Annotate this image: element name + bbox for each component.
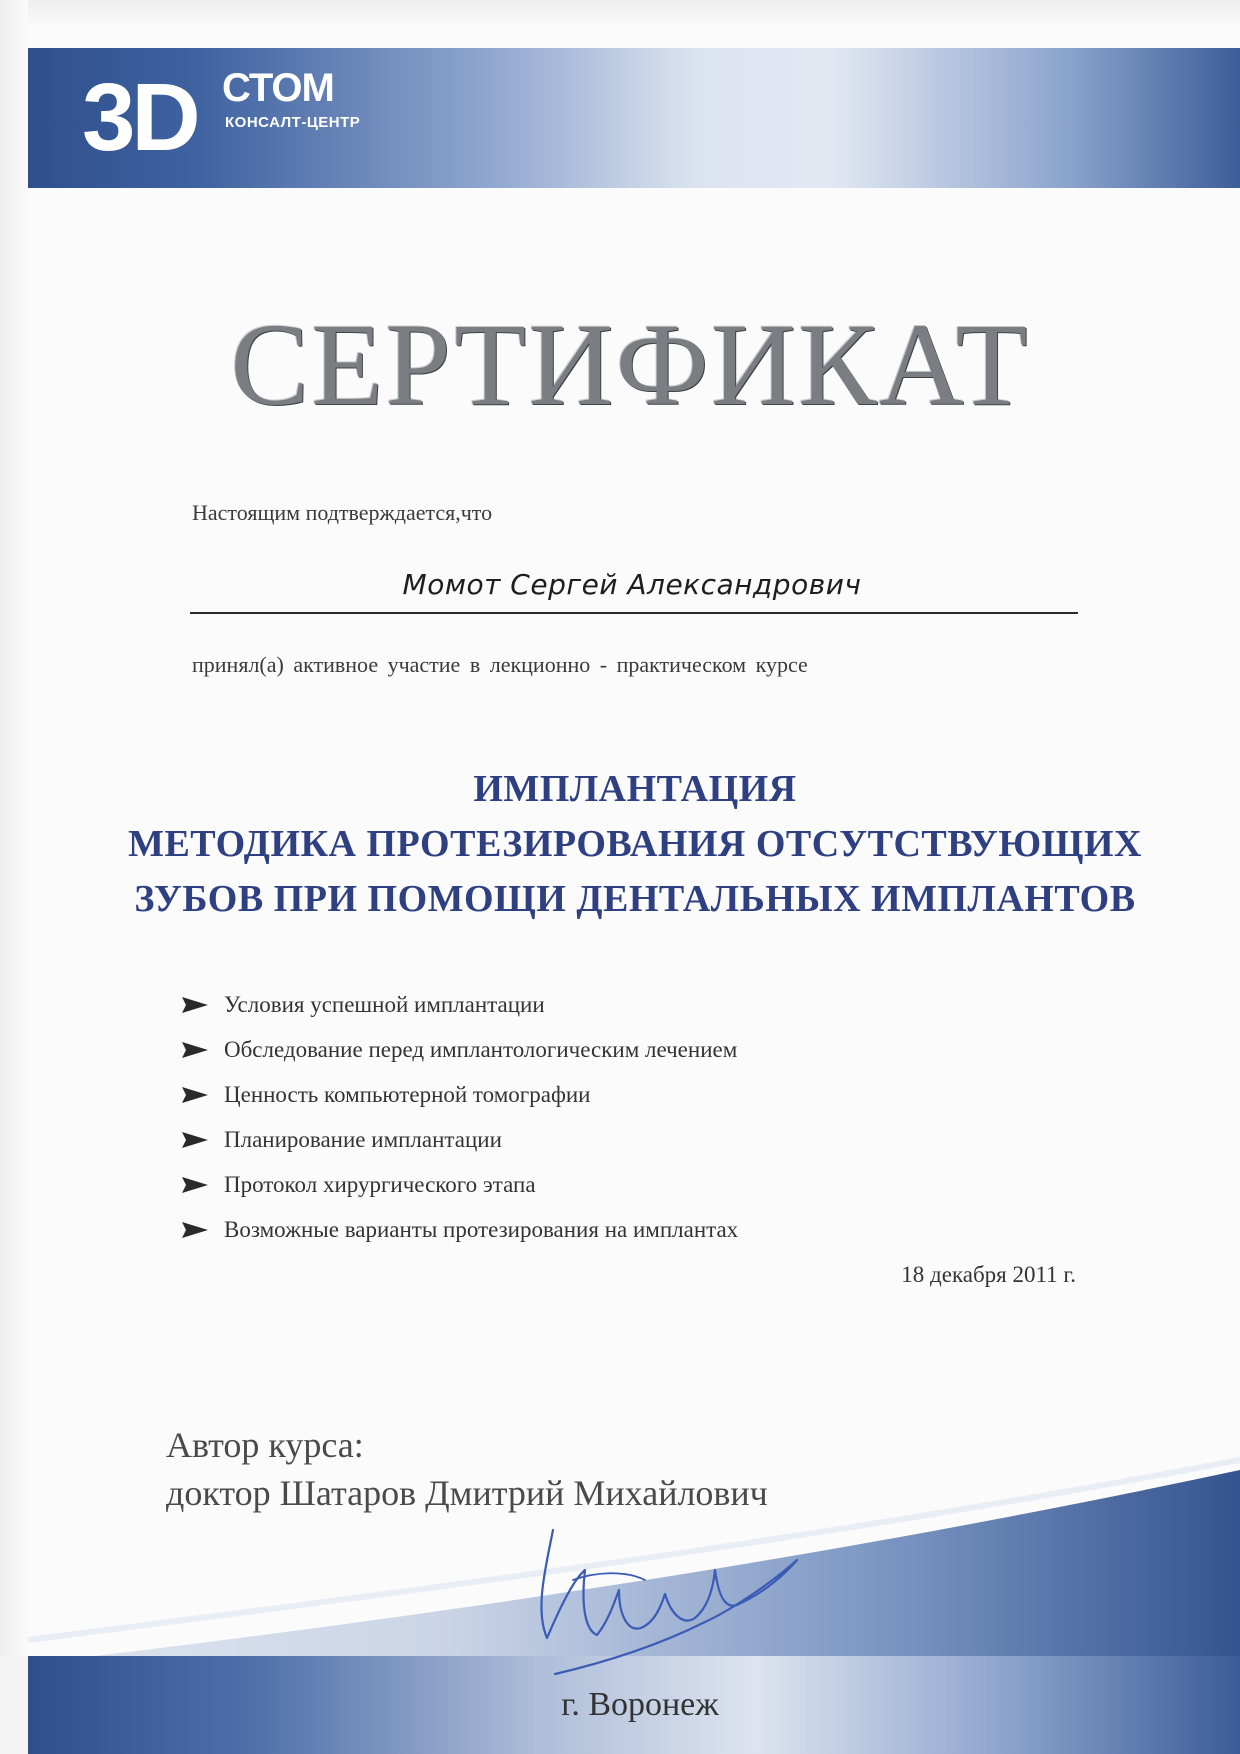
topic-item [182, 1125, 738, 1170]
logo-subtitle: КОНСАЛТ-ЦЕНТР [225, 114, 361, 131]
topic-label: Протокол хирургического этапа [224, 1172, 536, 1197]
participation-text: принял(а) активное участие в лекционно - практическом курсе [192, 652, 808, 677]
arrow-bullet-icon [182, 1222, 208, 1238]
topic-item [182, 1215, 738, 1260]
author-name: доктор Шатаров Дмитрий Михайлович [166, 1473, 768, 1513]
logo-brand: СТОМ [222, 66, 334, 110]
topic-label: Обследование перед имплантологическим лечением [224, 1037, 738, 1062]
arrow-bullet-icon [182, 1087, 208, 1103]
arrow-bullet-icon [182, 1042, 208, 1058]
course-title-line: МЕТОДИКА ПРОТЕЗИРОВАНИЯ ОТСУТСТВУЮЩИХ [128, 823, 1142, 865]
name-underline [190, 612, 1078, 614]
course-title-line: ЗУБОВ ПРИ ПОМОЩИ ДЕНТАЛЬНЫХ ИМПЛАНТОВ [134, 878, 1136, 920]
topic-item [182, 1080, 738, 1125]
issue-date: 18 декабря 2011 г. [901, 1262, 1076, 1287]
recipient-name: Момот Сергей Александрович [402, 568, 862, 601]
arrow-bullet-icon [182, 1132, 208, 1148]
city: г. Воронеж [561, 1686, 719, 1723]
signature [515, 1510, 815, 1680]
topic-label: Условия успешной имплантации [224, 992, 545, 1017]
arrow-bullet-icon [182, 1177, 208, 1193]
topic-label: Планирование имплантации [224, 1127, 502, 1152]
topic-label: Ценность компьютерной томографии [224, 1082, 591, 1107]
arrow-bullet-icon [182, 997, 208, 1013]
author-label: Автор курса: [166, 1425, 364, 1465]
logo [82, 64, 382, 171]
topic-item [182, 990, 738, 1035]
scan-edge-top [0, 0, 1240, 24]
course-title [110, 762, 1160, 927]
topic-item [182, 1170, 738, 1215]
topic-label: Возможные варианты протезирования на имплантах [224, 1217, 739, 1242]
topic-list [182, 990, 738, 1260]
logo-main: 3D [82, 64, 197, 171]
course-title-line: ИМПЛАНТАЦИЯ [473, 768, 797, 810]
certificate-title: СЕРТИФИКАТ [230, 299, 1030, 430]
confirm-text: Настоящим подтверждается,что [192, 500, 493, 525]
topic-item [182, 1035, 738, 1080]
